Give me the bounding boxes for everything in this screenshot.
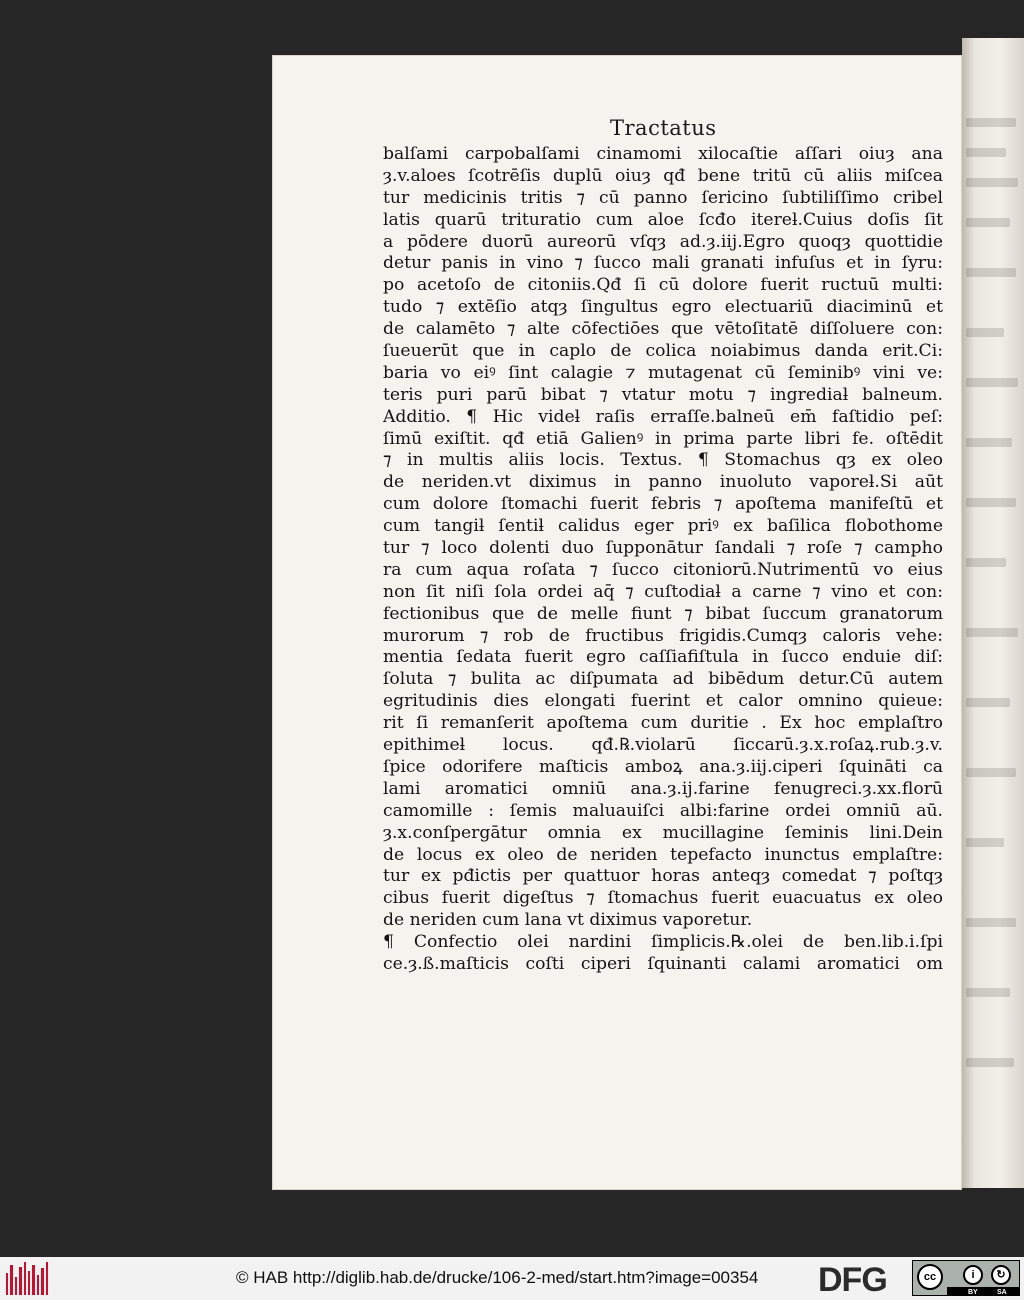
text-line: ⁊ in multis aliis locis. Textus. ¶ Stomachus qȝ ex oleo: [383, 450, 943, 471]
text-line: murorum ⁊ rob de fructibus frigidis.Cumqȝ caloris vehe:: [383, 625, 943, 646]
text-line: egritudinis dies elongati fuerint et calor omnino quieue:: [383, 691, 943, 712]
text-line: tudo ⁊ extēſio atqȝ ſingultus egro electuariū diaciminū et: [383, 297, 943, 318]
text-line: de locus ex oleo de neriden tepefacto inunctus emplaſtre:: [383, 844, 943, 865]
copyright-text: © HAB http://diglib.hab.de/drucke/106-2-med/start.htm?image=00354: [236, 1268, 759, 1287]
text-line: Additio. ¶ Hic videƚ raſis erraſſe.balneū em̄ faſtidio peſ:: [383, 406, 943, 427]
text-line: ra cum aqua roſata ⁊ ſucco citoniorū.Nutrimentū vo eius: [383, 559, 943, 580]
sa-label: SA: [997, 1289, 1007, 1296]
text-line: epithimeƚ locus. qđ.℞.violarū ſiccarū.ȝ.x.roſaꝝ.rub.ȝ.v.: [383, 735, 943, 756]
text-line: de neriden.vt diximus in panno inuoluto vaporeƚ.Si aūt: [383, 472, 943, 493]
text-line: ſpice odorifere maſticis amboꝝ ana.ȝ.iij.ciperi ſquināti ca: [383, 756, 943, 777]
text-line: rit ſi remanſerit apoſtema cum duritie . Ex hoc emplaſtro: [383, 713, 943, 734]
text-line: mentia ſedata fuerit egro caſſiafiſtula in ſucco enduie diſ:: [383, 647, 943, 668]
by-icon: i: [963, 1265, 983, 1285]
text-line: ȝ.v.aloes ſcotrēſis duplū oiuȝ qđ bene tritū cū aliis miſcea: [383, 165, 943, 186]
text-line: tur ex pđictis per quattuor horas anteqȝ comedat ⁊ poſtqȝ: [383, 866, 943, 887]
text-line: ȝ.x.conſpergātur omnia ex mucillagine ſeminis lini.Dein: [383, 822, 943, 843]
text-line: fectionibus que de melle fiunt ⁊ bibat ſuccum granatorum: [383, 603, 943, 624]
text-line: lami aromatici omniū ana.ȝ.ij.farine fenugreci.ȝ.xx.florū: [383, 778, 943, 799]
text-line: cibus fuerit digeſtus ⁊ ſtomachus fuerit euacuatus ex oleo: [383, 888, 943, 909]
facing-page-edge: [962, 38, 1024, 1188]
hab-logo-icon[interactable]: [6, 1262, 48, 1295]
text-line: tur ⁊ loco dolenti duo ſupponātur ſandali ⁊ roſe ⁊ campho: [383, 538, 943, 559]
text-line: baria vo eiꝰ ſint calagie ⁊ mutagenat cū ſeminibꝰ vini ve:: [383, 362, 943, 383]
text-line: de calamēto ⁊ alte cōfectiōes que vētoſitatē diſſoluere con:: [383, 319, 943, 340]
text-line: a pōdere duorū aureorū vſqȝ ad.ȝ.iij.Egro quoqȝ quottidie: [383, 231, 943, 252]
text-line: tur medicinis tritis ⁊ cū panno ſericino ſubtiliſſimo cribel: [383, 187, 943, 208]
cc-license-icon: cc: [917, 1264, 943, 1290]
text-line: de neriden cum lana vt diximus vaporetur.: [383, 910, 753, 931]
text-line: detur panis in vino ⁊ ſucco mali granati infuſus et in ſyru:: [383, 253, 943, 274]
text-line: ¶ Confectio olei nardini ſimplicis.℞.olei de ben.lib.i.ſpi: [383, 932, 943, 953]
text-line: non ſit niſi ſola ordei aq̄ ⁊ cuſtodiaƚ a carne ⁊ vino et con:: [383, 581, 943, 602]
license-strip: [947, 1287, 1020, 1295]
cc-license-badge[interactable]: [912, 1260, 1020, 1296]
running-header: Tractatus: [610, 116, 717, 140]
text-line: cum tangiƚ ſentiƚ calidus eger priꝰ ex baſilica flobothome: [383, 516, 943, 537]
text-line: ce.ȝ.ß.maſticis coſti ciperi ſquinanti calami aromatici om: [383, 953, 943, 974]
text-line: po acetoſo de citoniis.Qđ ſi cū dolore fuerit ructuū multi:: [383, 275, 943, 296]
footer-bar: [0, 1257, 1024, 1300]
text-line: ſoluta ⁊ bulita ac diſpumata ad bibēdum detur.Cū autem: [383, 669, 943, 690]
sa-icon: ↻: [991, 1265, 1011, 1285]
text-line: ſueuerūt que in capl̄o de colica noiabimus danda erit.Ci:: [383, 341, 943, 362]
by-label: BY: [968, 1289, 978, 1296]
text-line: teris puri parū bibat ⁊ vtatur motu ⁊ ingrediaƚ balneum.: [383, 384, 943, 405]
dfg-logo[interactable]: DFG: [818, 1261, 887, 1299]
page-text-block: [383, 144, 943, 976]
text-line: latis quarū trituratio cum aloe ſcđo itereƚ.Cuius doſis ſit: [383, 209, 943, 230]
text-line: balſami carpobalſami cinamomi xilocaſtie aſſari oiuȝ ana: [383, 144, 943, 164]
text-line: camomille : ſemis maluauiſci albi:farine ordei omniū aū.: [383, 800, 943, 821]
text-line: cum dolore ſtomachi fuerit febris ⁊ apoſtema manifeſtū et: [383, 494, 943, 515]
text-line: ſimū exiſtit. qđ etiā Galienꝰ in prima parte libri fe. oſtēdit: [383, 428, 943, 449]
